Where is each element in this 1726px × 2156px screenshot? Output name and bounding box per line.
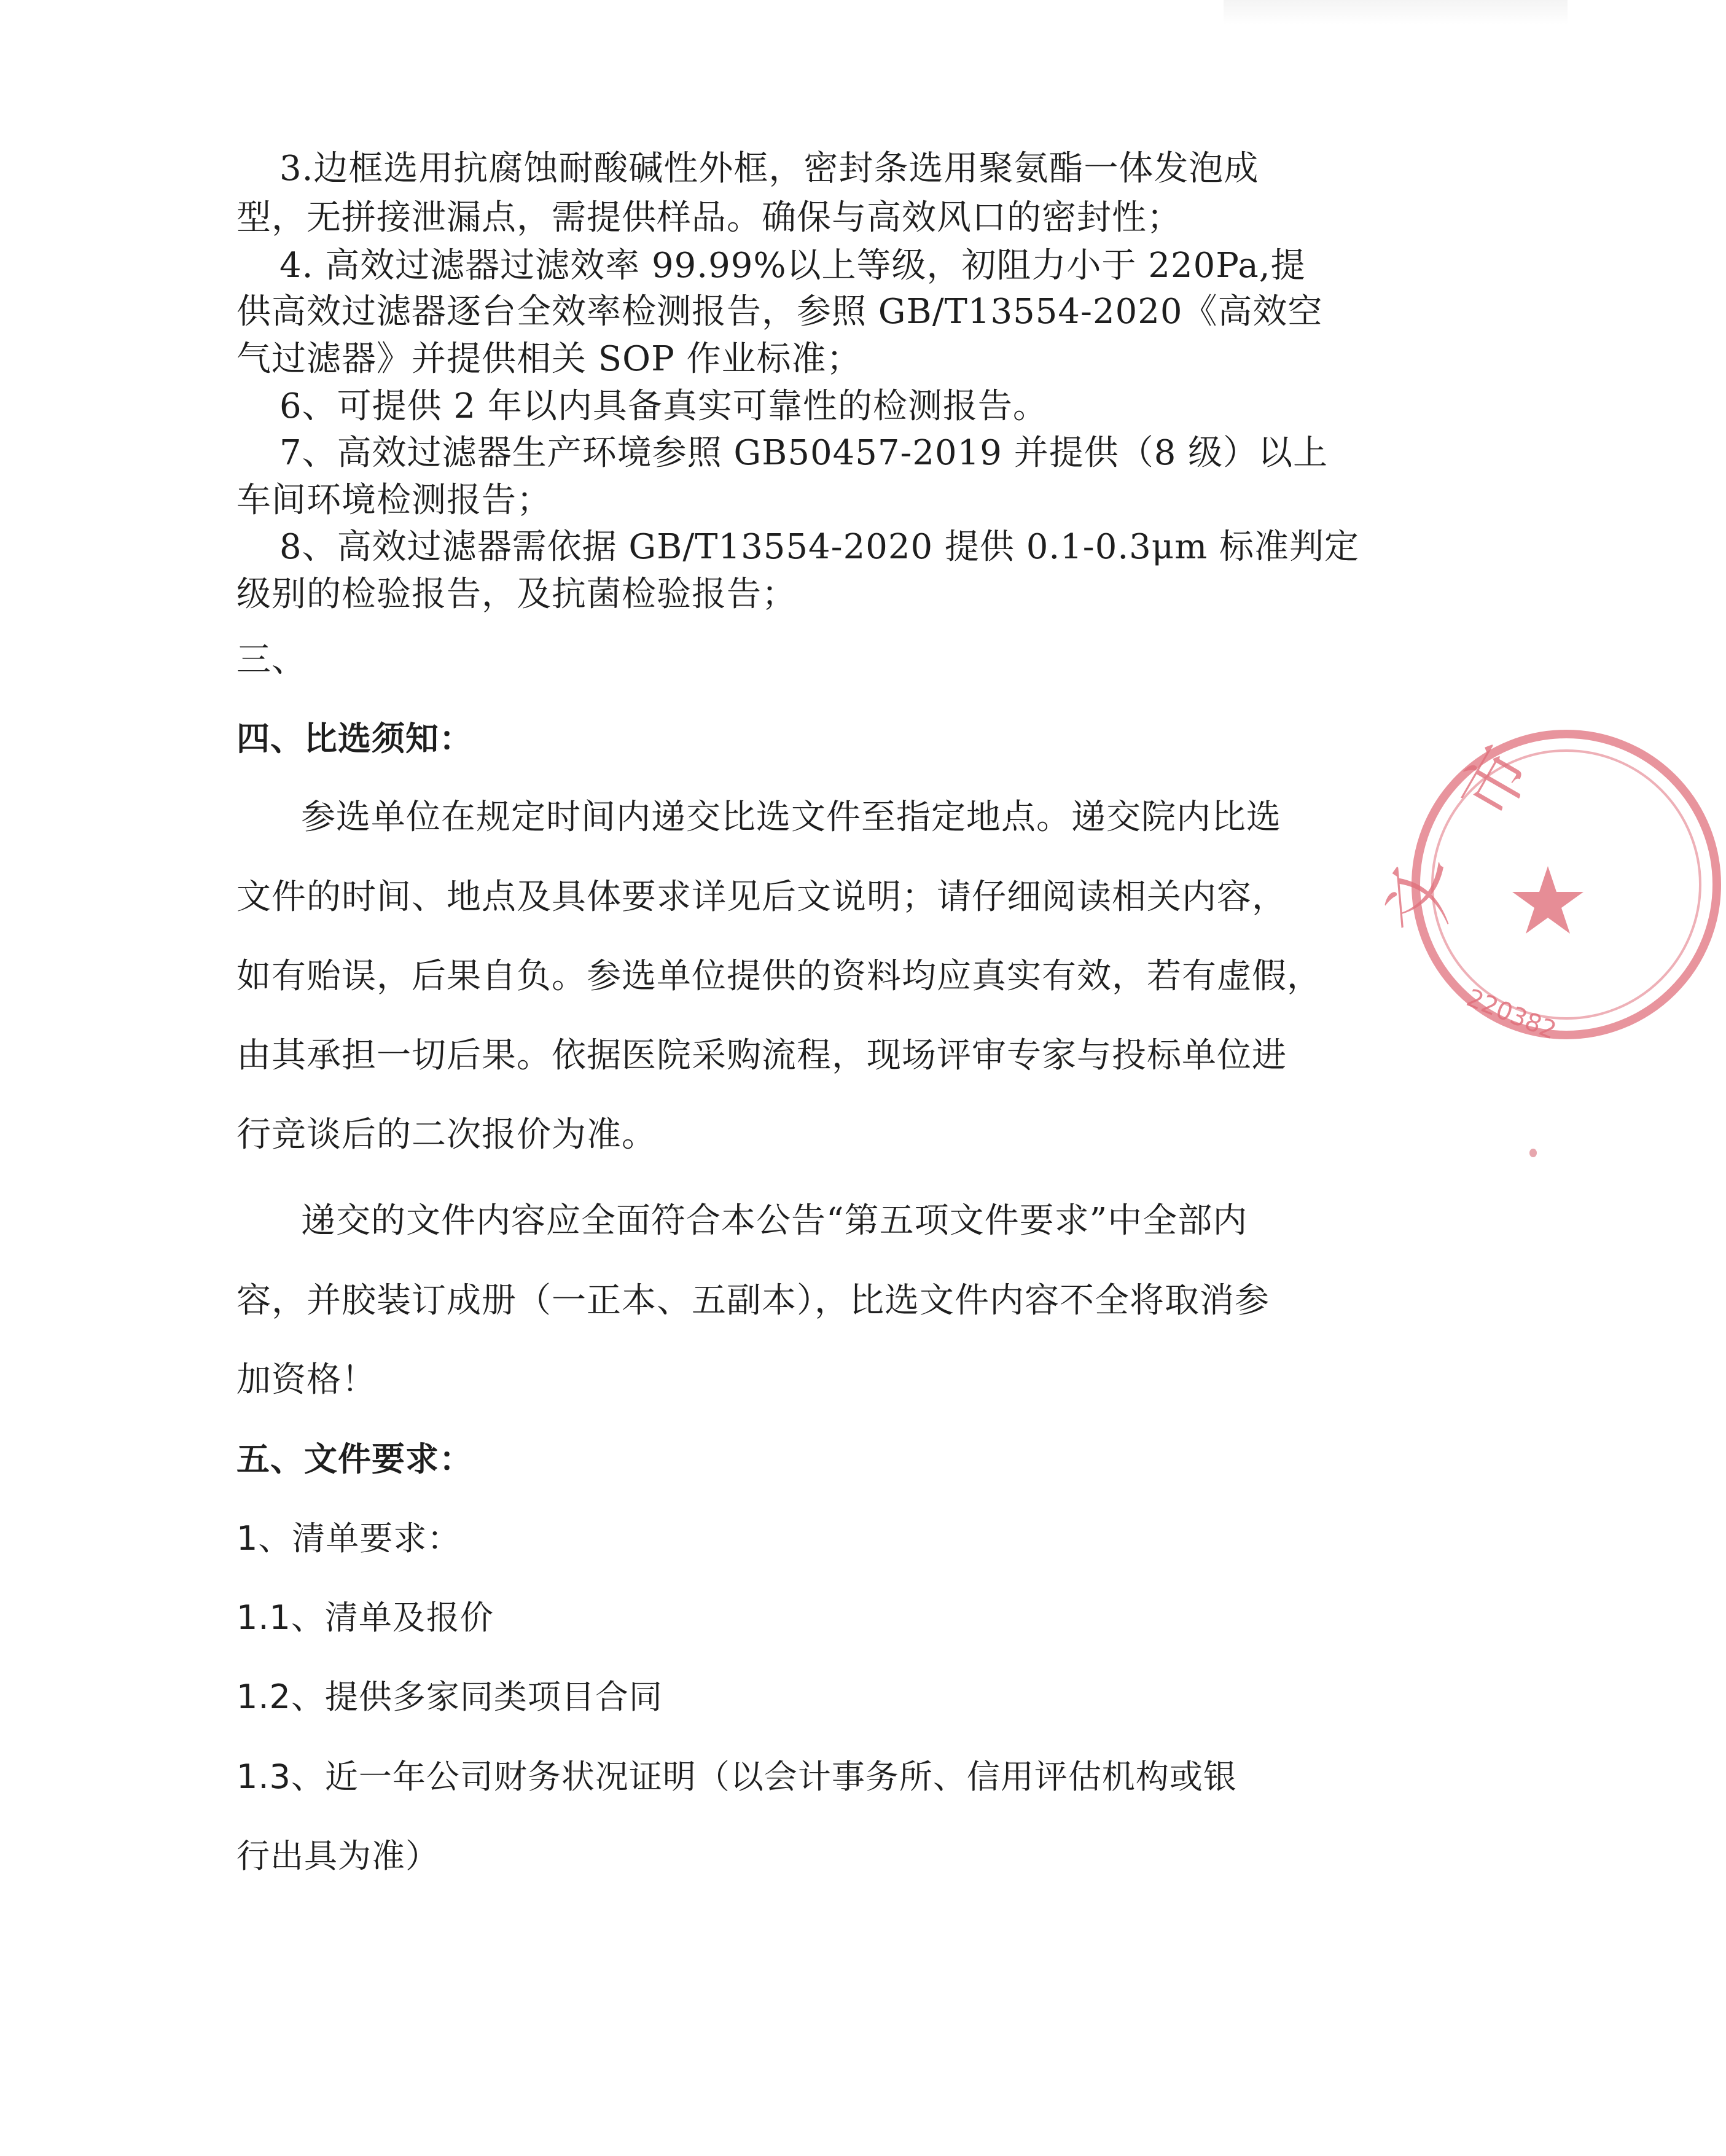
official-seal [1375, 725, 1726, 1045]
text-line: 供高效过滤器逐台全效率检测报告，参照 GB/T13554-2020《高效空 [236, 292, 1323, 332]
paragraph-line: 由其承担一切后果。依据医院采购流程，现场评审专家与投标单位进 [236, 1036, 1287, 1076]
section-label: 三、 [236, 640, 307, 680]
text-line: 8、高效过滤器需依据 GB/T13554-2020 提供 0.1-0.3μm 标准判定 [279, 527, 1360, 567]
paragraph-line: 加资格！ [236, 1360, 377, 1400]
list-item: 行出具为准） [236, 1837, 439, 1875]
section-heading: 五、文件要求： [236, 1440, 473, 1478]
paragraph-line: 参选单位在规定时间内递交比选文件至指定地点。递交院内比选 [301, 797, 1281, 837]
paragraph-line: 如有贻误，后果自负。参选单位提供的资料均应真实有效，若有虚假， [236, 956, 1322, 996]
scan-edge-shadow [1224, 0, 1568, 25]
seal-number: 220382 [1462, 983, 1561, 1045]
section-heading: 四、比选须知： [236, 719, 473, 758]
paragraph-line: 容，并胶装订成册（一正本、五副本），比选文件内容不全将取消参 [236, 1281, 1270, 1321]
seal-star-icon [1512, 866, 1583, 934]
text-line: 型，无拼接泄漏点，需提供样品。确保与高效风口的密封性； [236, 198, 1182, 238]
text-line: 7、高效过滤器生产环境参照 GB50457-2019 并提供（8 级）以上 [279, 433, 1329, 473]
paragraph-line: 行竞谈后的二次报价为准。 [236, 1115, 657, 1155]
text-line: 气过滤器》并提供相关 SOP 作业标准； [236, 339, 862, 379]
text-line: 车间环境检测报告； [236, 480, 552, 520]
paragraph-line: 递交的文件内容应全面符合本公告“第五项文件要求”中全部内 [301, 1201, 1248, 1241]
list-item: 1.2、提供多家同类项目合同 [236, 1678, 663, 1716]
list-item: 1.3、近一年公司财务状况证明（以会计事务所、信用评估机构或银 [236, 1757, 1237, 1796]
text-line: 4. 高效过滤器过滤效率 99.99%以上等级，初阻力小于 220Pa,提 [279, 246, 1306, 286]
seal-char: 文 [1375, 859, 1459, 933]
paragraph-line: 文件的时间、地点及具体要求详见后文说明；请仔细阅读相关内容， [236, 877, 1287, 917]
list-item: 1.1、清单及报价 [236, 1598, 494, 1637]
list-item: 1、清单要求： [236, 1519, 461, 1558]
seal-char: 市 [1444, 733, 1547, 831]
text-line: 级别的检验报告，及抗菌检验报告； [236, 574, 797, 614]
text-line: 3.边框选用抗腐蚀耐酸碱性外框，密封条选用聚氨酯一体发泡成 [279, 149, 1259, 189]
text-line: 6、可提供 2 年以内具备真实可靠性的检测报告。 [279, 386, 1048, 426]
ink-speck [1529, 1149, 1537, 1157]
